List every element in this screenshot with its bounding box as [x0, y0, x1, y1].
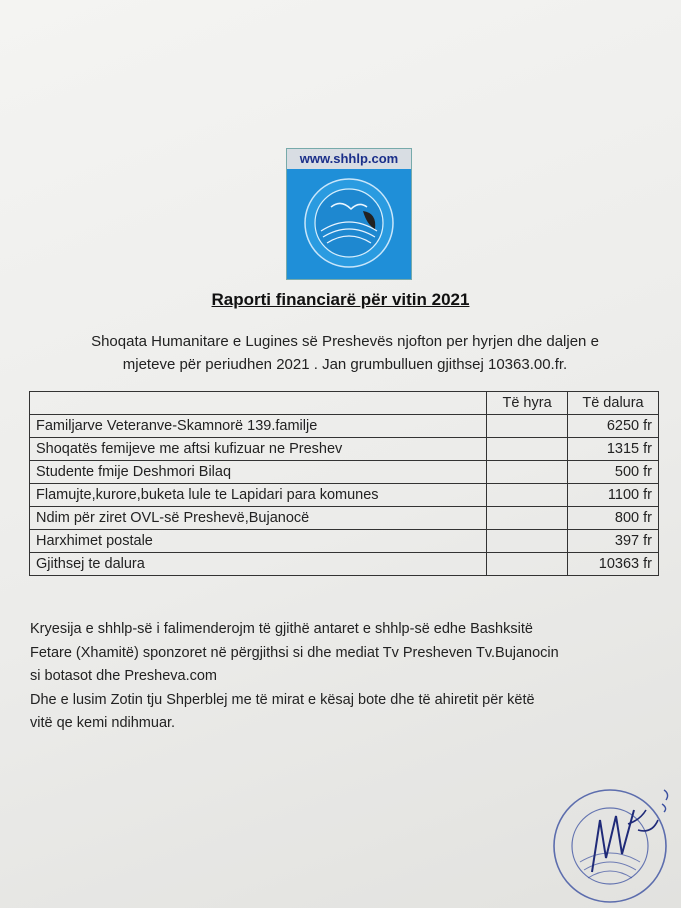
intro-paragraph [40, 330, 650, 376]
row-description: Flamujte,kurore,buketa lule te Lapidari para komunes [30, 484, 487, 507]
row-income [487, 438, 568, 461]
intro-line: mjeteve për periudhen 2021 . Jan grumbulluen gjithsej 10363.00.fr. [122, 356, 568, 373]
row-income [487, 415, 568, 438]
header-income: Të hyra [487, 392, 568, 415]
report-title: Raporti financiarë për vitin 2021 [211, 290, 470, 309]
closing-line: Fetare (Xhamitë) sponzoret në përgjithsi si dhe mediat Tv Presheven Tv.Bujanocin [30, 644, 559, 661]
association-emblem-icon [301, 173, 397, 273]
row-description: Familjarve Veteranve-Skamnorë 139.familje [30, 415, 487, 438]
table-row [30, 438, 659, 461]
table-header-row [30, 392, 659, 415]
intro-line: Shoqata Humanitare e Lugines së Preshevës njofton per hyrjen dhe daljen e [91, 333, 599, 350]
total-income [487, 553, 568, 576]
row-expense: 6250 fr [568, 415, 659, 438]
table-row [30, 530, 659, 553]
row-description: Studente fmije Deshmori Bilaq [30, 461, 487, 484]
row-expense: 500 fr [568, 461, 659, 484]
closing-line: si botasot dhe Presheva.com [30, 668, 217, 684]
closing-paragraph [30, 618, 660, 736]
closing-line: Kryesija e shhlp-së i falimenderojm të gjithë antaret e shhlp-së edhe Bashksitë [30, 621, 533, 637]
row-expense: 1315 fr [568, 438, 659, 461]
row-expense: 397 fr [568, 530, 659, 553]
table-row [30, 484, 659, 507]
closing-line: vitë qe kemi ndihmuar. [30, 715, 176, 731]
financial-table [29, 391, 659, 576]
row-description: Ndim për ziret OVL-së Preshevë,Bujanocë [30, 507, 487, 530]
logo-url-text: www.shhlp.com [287, 149, 411, 169]
total-expense: 10363 fr [568, 553, 659, 576]
table-row [30, 415, 659, 438]
row-description: Harxhimet postale [30, 530, 487, 553]
row-expense: 800 fr [568, 507, 659, 530]
stamp-with-signature-icon [542, 780, 677, 905]
row-income [487, 530, 568, 553]
total-description: Gjithsej te dalura [30, 553, 487, 576]
header-description [30, 392, 487, 415]
header-expenses: Të dalura [568, 392, 659, 415]
table-row [30, 461, 659, 484]
closing-line: Dhe e lusim Zotin tju Shperblej me të mirat e kësaj bote dhe të ahiretit për këtë [30, 691, 535, 708]
row-income [487, 484, 568, 507]
row-description: Shoqatës femijeve me aftsi kufizuar ne Preshev [30, 438, 487, 461]
table-row [30, 507, 659, 530]
row-income [487, 461, 568, 484]
association-logo [286, 148, 412, 280]
row-income [487, 507, 568, 530]
row-expense: 1100 fr [568, 484, 659, 507]
table-total-row [30, 553, 659, 576]
